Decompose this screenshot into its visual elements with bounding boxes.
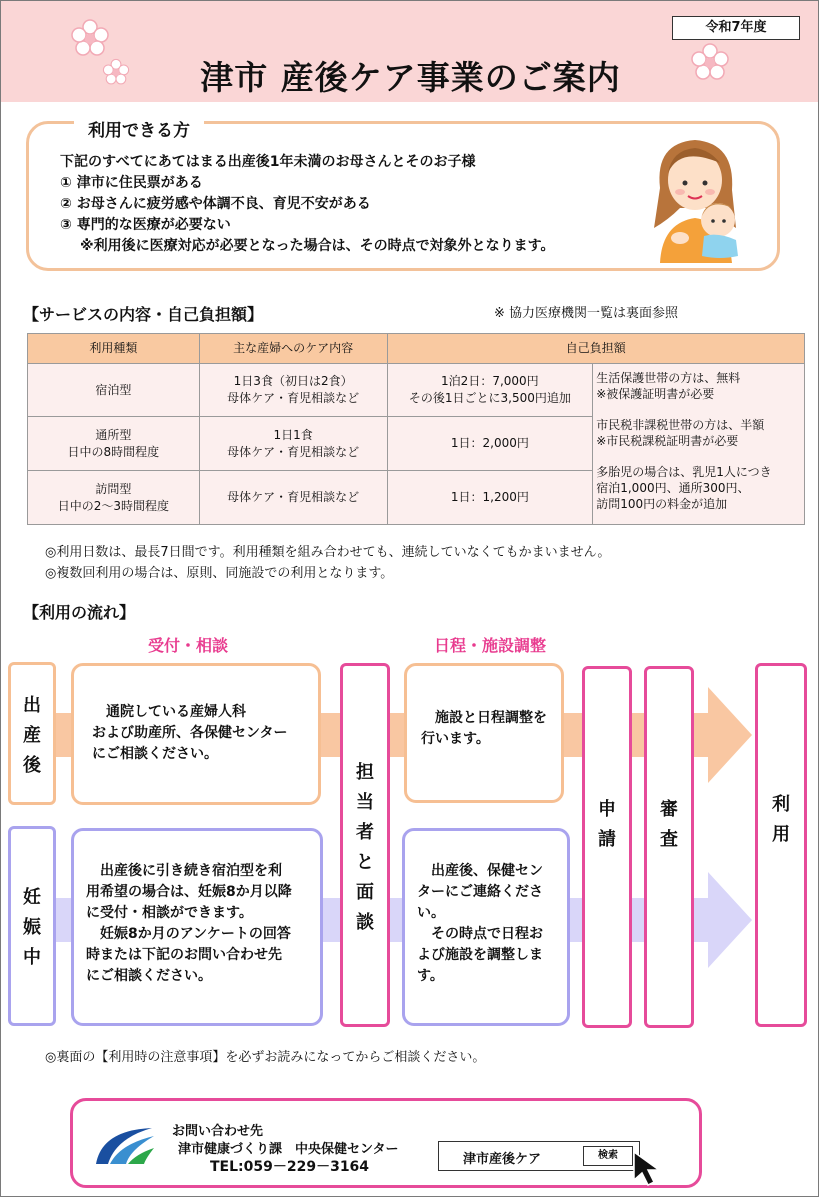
review-step (644, 666, 694, 1028)
service-care: 母体ケア・育児相談など (199, 471, 387, 525)
flow-section-title: 【利用の流れ】 (23, 603, 136, 622)
service-type: 通所型 日中の8時間程度 (28, 417, 200, 471)
interview-step (340, 663, 390, 1027)
contact-org: 津市健康づくり課 中央保健センター (178, 1142, 399, 1157)
city-logo-icon (92, 1124, 156, 1168)
interview-text: 担当者と面談 (356, 762, 374, 933)
caution-note: ◎裏面の【利用時の注意事項】を必ずお読みになってからご相談ください。 (45, 1050, 486, 1065)
postpartum-consult-box: 通院している産婦人科 および助産所、各保健センター にご相談ください。 (71, 663, 321, 805)
use-step (755, 663, 807, 1027)
usage-note: ◎複数回利用の場合は、原則、同施設での利用となります。 (45, 566, 394, 581)
use-text: 利用 (772, 794, 790, 845)
pregnancy-consult-box: 出産後に引き続き宿泊型を利 用希望の場合は、妊娠8か月以降 に受付・相談ができます。 妊娠8か月のアンケートの回答 時または下記のお問い合わせ先 にご相談ください。 (71, 828, 323, 1026)
facility-list-note: ※ 協力医療機関一覧は裏面参照 (494, 306, 679, 321)
column-header: 主な産婦へのケア内容 (199, 334, 387, 364)
row-label-text: 妊娠中 (23, 887, 41, 968)
pregnancy-schedule-box: 出産後、保健セン ターにご連絡くださ い。 その時点で日程お よび施設を調整しま す。 (402, 828, 570, 1026)
service-fee: 1日：1,200円 (387, 471, 593, 525)
contact-tel: TEL:059－229－3164 (210, 1159, 370, 1175)
usage-note: ◎利用日数は、最長7日間です。利用種類を組み合わせても、連続していなくてもかまいません。 (45, 545, 611, 560)
eligibility-note: ※利用後に医療対応が必要となった場合は、その時点で対象外となります。 (80, 238, 555, 254)
contact-heading: お問い合わせ先 (172, 1124, 264, 1139)
cursor-arrow-icon (632, 1150, 666, 1188)
table-row (28, 364, 805, 417)
apply-text: 申請 (598, 799, 616, 850)
fee-table (27, 333, 805, 525)
search-button[interactable]: 検索 (583, 1146, 633, 1166)
service-care: 1日1食 母体ケア・育児相談など (199, 417, 387, 471)
row-label-postpartum (8, 662, 56, 805)
eligibility-lead: 下記のすべてにあてはまる出産後1年未満のお母さんとそのお子様 (60, 154, 476, 170)
service-care: 1日3食（初日は2食） 母体ケア・育児相談など (199, 364, 387, 417)
column-header: 自己負担額 (387, 334, 805, 364)
eligibility-title: 利用できる方 (74, 116, 204, 141)
service-type: 訪問型 日中の2～3時間程度 (28, 471, 200, 525)
service-type: 宿泊型 (28, 364, 200, 417)
eligibility-item: ② お母さんに疲労感や体調不良、育児不安がある (60, 196, 371, 212)
services-section-title: 【サービスの内容・自己負担額】 (23, 305, 264, 324)
fiscal-year-badge: 令和7年度 (672, 16, 800, 40)
step-label-schedule: 日程・施設調整 (434, 636, 547, 655)
page-title: 津市 産後ケア事業のご案内 (200, 58, 621, 97)
fee-discount-notes: 生活保護世帯の方は、無料 ※被保護証明書が必要 市民税非課税世帯の方は、半額 ※市民税課税証明書が必要 多胎児の場合は、乳児1人につき 宿泊1,000円、通所300円、 訪問100円の料金が追加 (593, 364, 805, 525)
search-box[interactable] (438, 1141, 640, 1171)
step-label-consult: 受付・相談 (148, 636, 229, 655)
eligibility-item: ① 津市に住民票がある (60, 175, 203, 191)
review-text: 審査 (660, 799, 678, 850)
mother-baby-illustration (640, 128, 750, 263)
row-label-pregnancy (8, 826, 56, 1026)
postpartum-schedule-box: 施設と日程調整を 行います。 (404, 663, 564, 803)
search-keyword: 津市産後ケア (463, 1152, 542, 1167)
row-label-text: 出産後 (23, 695, 41, 776)
apply-step (582, 666, 632, 1028)
eligibility-item: ③ 専門的な医療が必要ない (60, 217, 231, 233)
table-header-row (28, 334, 805, 364)
service-fee: 1泊2日：7,000円 その後1日ごとに3,500円追加 (387, 364, 593, 417)
service-fee: 1日：2,000円 (387, 417, 593, 471)
column-header: 利用種類 (28, 334, 200, 364)
